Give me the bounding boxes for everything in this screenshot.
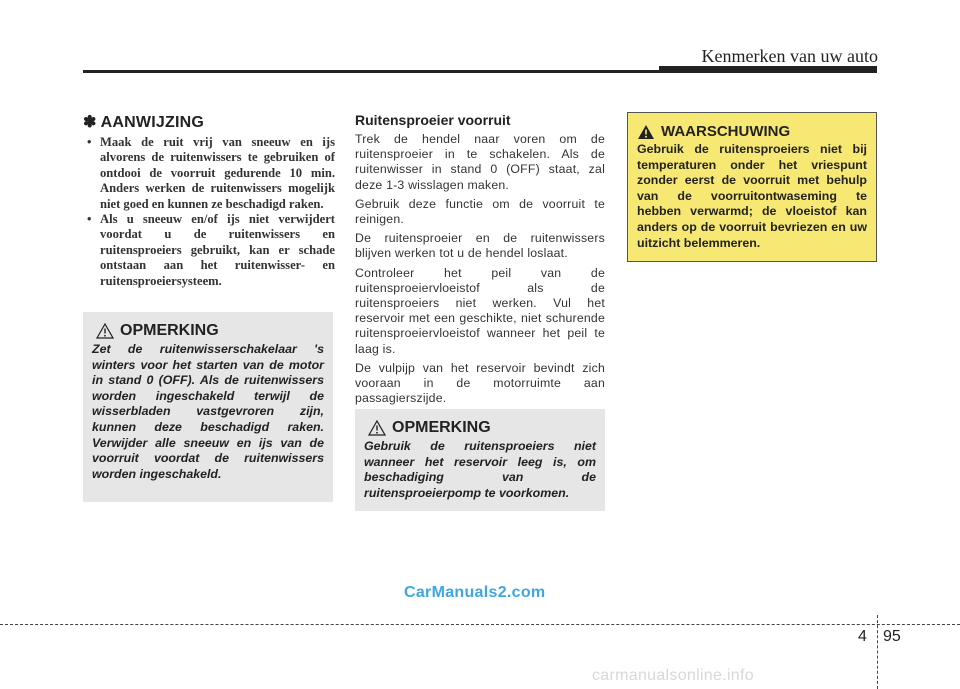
washer-section [355, 112, 605, 410]
footer-divider [877, 615, 878, 689]
warning-triangle-icon [637, 124, 655, 140]
warning-body: Gebruik de ruitensproeiers niet bij temperaturen onder het vriespunt zonder eerst de voorruit met behulp van de voorruitontwaseming te hebben verwarmd; de vloeistof kan anders op de voorruit bevriezen en uw uitzicht belemmeren. [637, 142, 867, 250]
bullet-icon: • [87, 135, 92, 149]
warning-box [627, 112, 877, 262]
tip-title: ✽ AANWIJZING [83, 114, 204, 131]
note-title: OPMERKING [120, 322, 219, 339]
bullet-icon: • [87, 212, 92, 227]
page-number: 95 [883, 628, 901, 645]
section-paragraph: Gebruik deze functie om de voorruit te reinigen. [355, 196, 605, 227]
tip-item-text: Maak de ruit vrij van sneeuw en ijs alvorens de ruitenwissers te gebruiken of ontdooi de voorruit gedurende 10 min. Anders werken de ruitenwissers mogelijk niet goed en kunnen ze beschadigd raken. [100, 135, 335, 211]
warning-title: WAARSCHUWING [661, 123, 791, 140]
watermark-logo: CarManuals2.com [404, 584, 546, 601]
section-title: Ruitensproeier voorruit [355, 112, 511, 128]
chapter-number: 4 [858, 628, 867, 645]
section-paragraph: De ruitensproeier en de ruitenwissers blijven werken tot u de hendel loslaat. [355, 231, 605, 261]
list-item [83, 212, 335, 289]
page-header-title: Kenmerken van uw auto [701, 46, 878, 66]
caution-triangle-icon [368, 420, 386, 436]
note-body: Zet de ruitenwisserschakelaar 's winters voor het starten van de motor in stand 0 (OFF). Als de ruitenwissers worden ingeschakeld terwijl de wisserbladen vastgevroren zijn, kunnen deze beschadigd raken. Verwijder alle sneeuw en ijs van de voorruit voordat de ruitenwissers worden ingeschakeld. [92, 342, 324, 481]
section-paragraph: Trek de hendel naar voren om de ruitensproeier in te schakelen. Als de ruitenwisser in stand 0 (OFF) staat, zal deze 1-3 wisslagen maken. [355, 132, 605, 192]
note-body: Gebruik de ruitensproeiers niet wanneer het reservoir leeg is, om beschadiging van de ruitensproeierpomp te voorkomen. [364, 439, 596, 500]
caution-triangle-icon [96, 323, 114, 339]
tip-section [83, 112, 335, 289]
section-paragraph: Controleer het peil van de ruitensproeiervloeistof als de ruitensproeiers niet werken. Vul het reservoir met een geschikte, niet schurende ruitensproeiervloeistof wanneer het peil te laag is. [355, 265, 605, 356]
footer-rule [0, 624, 960, 625]
note-title: OPMERKING [392, 419, 491, 436]
note-box-wiper-switch [83, 312, 333, 502]
tip-item-text: Als u sneeuw en/of ijs niet verwijdert voordat u de ruitenwissers en ruitensproeiers gebruikt, kan er schade ontstaan aan het ruitenwisser- en ruitensproeiersysteem. [100, 212, 335, 288]
list-item [83, 135, 335, 212]
section-paragraph: De vulpijp van het reservoir bevindt zich vooraan in de motorruimte aan passagierszijde. [355, 360, 605, 406]
bottom-watermark: carmanualsonline.info [592, 667, 754, 684]
tip-list [83, 135, 335, 289]
note-box-empty-reservoir [355, 409, 605, 511]
header-rule-accent [659, 66, 877, 73]
